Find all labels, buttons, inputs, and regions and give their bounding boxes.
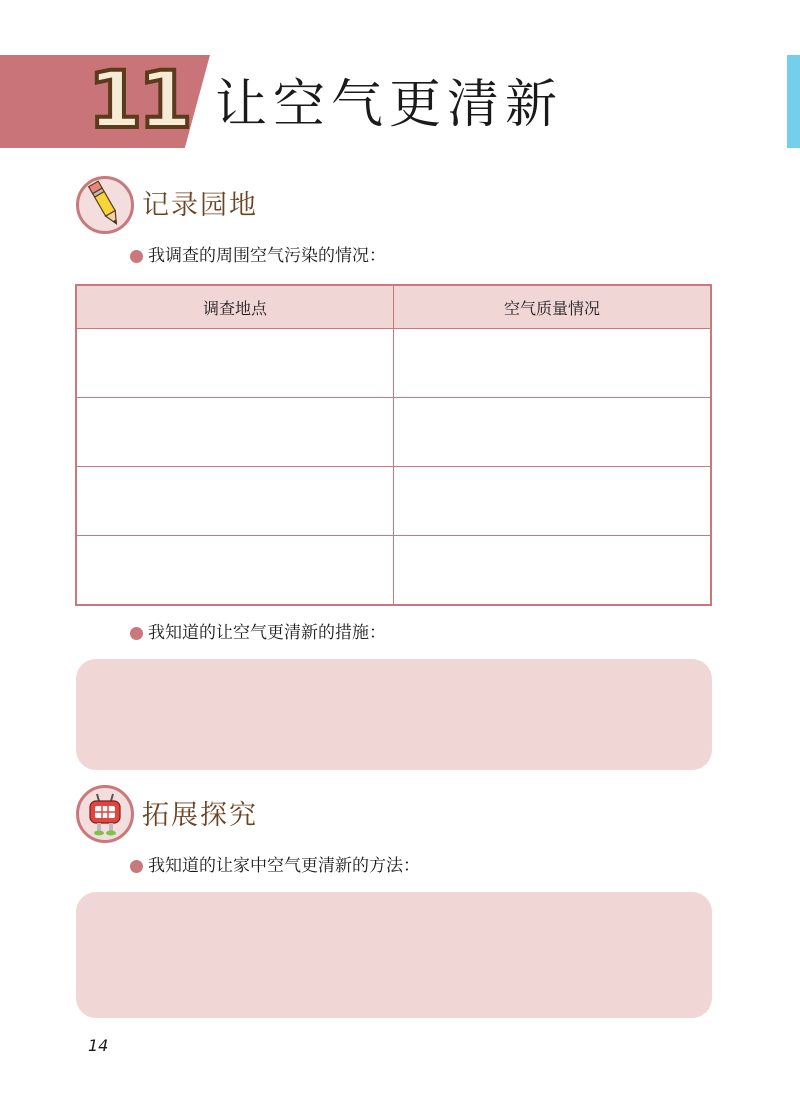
bullet-dot (130, 627, 143, 640)
table-row (76, 467, 711, 536)
table-cell[interactable] (394, 329, 712, 398)
table-cell[interactable] (76, 467, 394, 536)
side-tab (787, 55, 800, 148)
bullet-dot (130, 860, 143, 873)
table-cell[interactable] (394, 398, 712, 467)
bullet-dot (130, 250, 143, 263)
home-methods-prompt (130, 855, 420, 877)
column-header-air-quality: 空气质量情况 (394, 285, 712, 329)
pencil-icon (76, 176, 134, 234)
table-cell[interactable] (76, 329, 394, 398)
column-header-location: 调查地点 (76, 285, 394, 329)
measures-answer-box[interactable] (76, 659, 712, 770)
table-row (76, 536, 711, 606)
chapter-number: 11 (88, 56, 189, 146)
survey-table (75, 284, 712, 606)
extend-section-title: 拓展探究 (142, 800, 258, 831)
home-methods-answer-box[interactable] (76, 892, 712, 1018)
home-methods-prompt-text: 我知道的让家中空气更清新的方法： (148, 856, 420, 876)
survey-prompt (130, 245, 386, 267)
table-cell[interactable] (394, 467, 712, 536)
table-row (76, 329, 711, 398)
page-number: 14 (88, 1036, 109, 1055)
measures-prompt (130, 622, 386, 644)
table-cell[interactable] (76, 398, 394, 467)
table-cell[interactable] (76, 536, 394, 606)
survey-prompt-text: 我调查的周围空气污染的情况： (148, 246, 386, 266)
robot-icon (76, 785, 134, 843)
page-title: 让空气更清新 (215, 75, 564, 135)
table-cell[interactable] (394, 536, 712, 606)
table-row (76, 398, 711, 467)
measures-prompt-text: 我知道的让空气更清新的措施： (148, 623, 386, 643)
record-section-title: 记录园地 (142, 190, 258, 221)
